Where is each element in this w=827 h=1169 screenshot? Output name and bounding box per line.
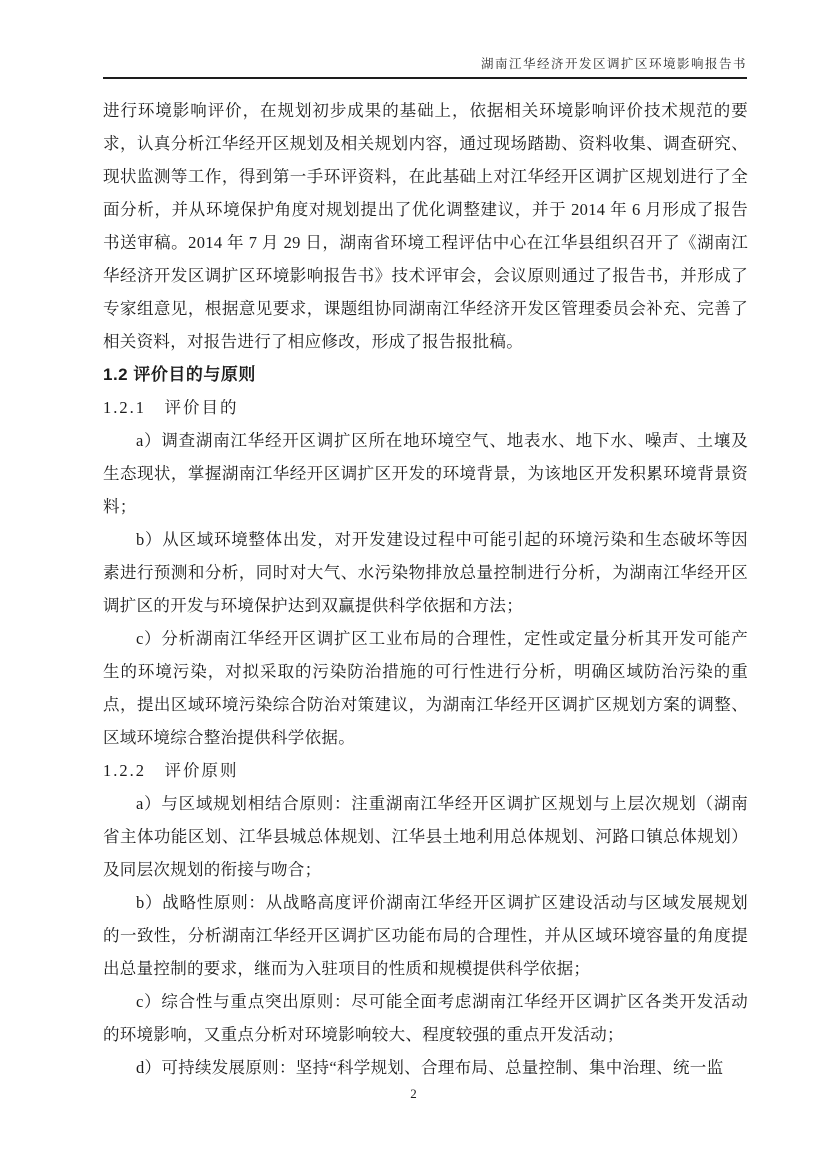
page-header-title: 湖南江华经济开发区调扩区环境影响报告书 (480, 57, 747, 71)
paragraph-purpose-a: a）调查湖南江华经开区调扩区所在地环境空气、地表水、地下水、噪声、土壤及生态现状，掌握湖南江华经开区调扩区开发的环境背景，为该地区开发积累环境背景资料； (103, 431, 748, 516)
paragraph-principle-a: a）与区域规划相结合原则：注重湖南江华经开区调扩区规划与上层次规划（湖南省主体功能区划、江华县城总体规划、江华县土地利用总体规划、河路口镇总体规划）及同层次规划的衔接与吻合； (103, 794, 748, 879)
heading-section-1-2-1: 1.2.1 评价目的 (103, 398, 239, 417)
header-rule (103, 77, 747, 79)
paragraph-principle-c: c）综合性与重点突出原则：尽可能全面考虑湖南江华经开区调扩区各类开发活动的环境影响，又重点分析对环境影响较大、程度较强的重点开发活动； (103, 992, 748, 1044)
heading-section-1-2-2: 1.2.2 评价原则 (103, 761, 239, 780)
heading-section-1-2: 1.2 评价目的与原则 (103, 365, 256, 384)
page-number: 2 (410, 1086, 417, 1101)
paragraph-continuation: 进行环境影响评价，在规划初步成果的基础上，依据相关环境影响评价技术规范的要求，认真分析江华经开区规划及相关规划内容，通过现场踏勘、资料收集、调查研究、现状监测等工作，得到第一手环评资料，在此基础上对江华经开区调扩区规划进行了全面分析，并从环境保护角度对规划提出了优化调整建议，并于 2014 年 6 月形成了报告书送审稿。2014 年 7 月 29 日，湖南省环境工程评估中心在江华县组织召开了《湖南江华经济开发区调扩区环境影响报告书》技术评审会，会议原则通过了报告书，并形成了专家组意见，根据意见要求，课题组协同湖南江华经济开发区管理委员会补充、完善了相关资料，对报告进行了相应修改，形成了报告报批稿。 (103, 101, 748, 351)
paragraph-purpose-c: c）分析湖南江华经开区调扩区工业布局的合理性，定性或定量分析其开发可能产生的环境污染，对拟采取的污染防治措施的可行性进行分析，明确区域防治污染的重点，提出区域环境污染综合防治对策建议，为湖南江华经开区调扩区规划方案的调整、区域环境综合整治提供科学依据。 (103, 629, 748, 747)
document-body (103, 94, 748, 1084)
paragraph-principle-b: b）战略性原则：从战略高度评价湖南江华经开区调扩区建设活动与区域发展规划的一致性，分析湖南江华经开区调扩区功能布局的合理性，并从区域环境容量的角度提出总量控制的要求，继而为入驻项目的性质和规模提供科学依据； (103, 893, 748, 978)
paragraph-principle-d: d）可持续发展原则：坚持“科学规划、合理布局、总量控制、集中治理、统一监 (136, 1058, 724, 1077)
paragraph-purpose-b: b）从区域环境整体出发，对开发建设过程中可能引起的环境污染和生态破坏等因素进行预测和分析，同时对大气、水污染物排放总量控制进行分析，为湖南江华经开区调扩区的开发与环境保护达到双赢提供科学依据和方法； (103, 530, 748, 615)
